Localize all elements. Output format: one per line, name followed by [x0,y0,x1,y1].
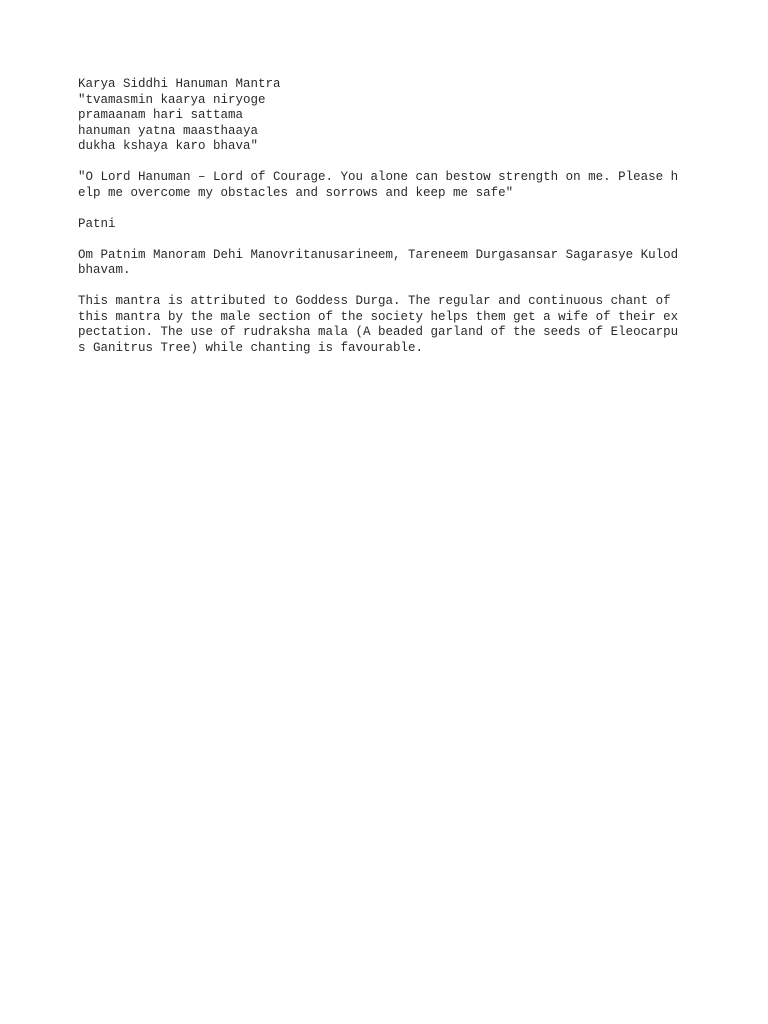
mantra-line: dukha kshaya karo bhava" [78,139,259,153]
mantra-line: "tvamasmin kaarya niryoge [78,92,266,107]
description-line: This mantra is attributed to Goddess Durga. The regular and continuous chant of [78,294,671,308]
mantra-title: Karya Siddhi Hanuman Mantra [78,77,281,91]
mantra-block [78,77,718,155]
patni-heading-block [78,217,718,233]
description-block [78,294,718,356]
patni-heading: Patni [78,216,116,231]
description-line: this mantra by the male section of the society helps them get a wife of their ex [78,309,679,324]
mantra-line: hanuman yatna maasthaaya [78,123,259,138]
translation-line: elp me overcome my obstacles and sorrows and keep me safe" [78,185,514,200]
patni-mantra-line: bhavam. [78,263,131,277]
patni-mantra-block [78,248,718,279]
paragraph-gap [78,232,718,248]
description-line: s Ganitrus Tree) while chanting is favourable. [78,340,424,355]
paragraph-gap [78,201,718,217]
translation-line: "O Lord Hanuman – Lord of Courage. You alone can bestow strength on me. Please h [78,170,679,184]
document-text [78,77,718,356]
mantra-line: pramaanam hari sattama [78,108,244,122]
translation-block [78,170,718,201]
paragraph-gap [78,279,718,295]
patni-mantra-line: Om Patnim Manoram Dehi Manovritanusarineem, Tareneem Durgasansar Sagarasye Kulod [78,247,679,262]
description-line: pectation. The use of rudraksha mala (A beaded garland of the seeds of Eleocarpu [78,325,679,339]
paragraph-gap [78,155,718,171]
